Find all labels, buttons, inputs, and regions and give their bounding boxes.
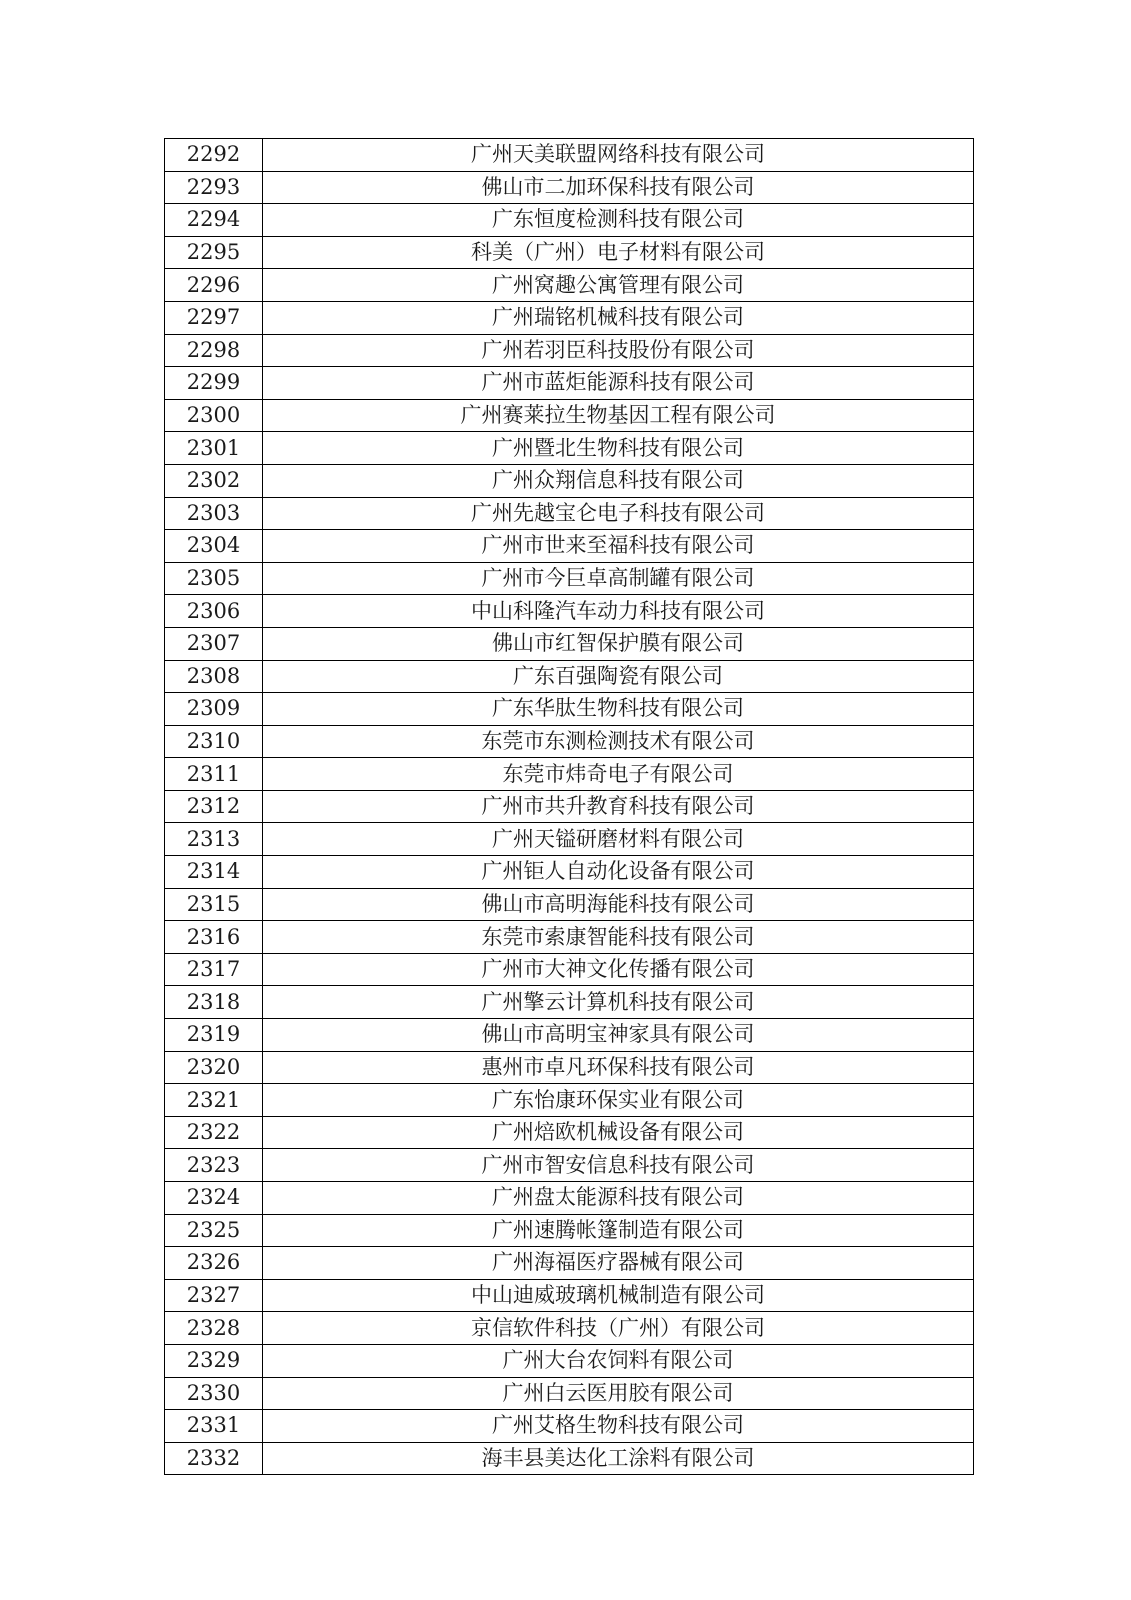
table-row	[165, 693, 974, 726]
company-name: 广州钜人自动化设备有限公司	[263, 856, 974, 889]
row-number: 2323	[165, 1149, 263, 1182]
company-name: 佛山市二加环保科技有限公司	[263, 171, 974, 204]
company-name: 京信软件科技（广州）有限公司	[263, 1312, 974, 1345]
row-number: 2325	[165, 1214, 263, 1247]
table-row	[165, 595, 974, 628]
row-number: 2326	[165, 1247, 263, 1280]
row-number: 2315	[165, 888, 263, 921]
row-number: 2307	[165, 627, 263, 660]
company-name: 佛山市高明宝神家具有限公司	[263, 1019, 974, 1052]
company-name: 广州市今巨卓高制罐有限公司	[263, 562, 974, 595]
row-number: 2301	[165, 432, 263, 465]
row-number: 2294	[165, 204, 263, 237]
table-row	[165, 856, 974, 889]
row-number: 2292	[165, 139, 263, 172]
table-row	[165, 1344, 974, 1377]
company-name: 广州市世来至福科技有限公司	[263, 530, 974, 563]
table-row	[165, 1149, 974, 1182]
company-name: 科美（广州）电子材料有限公司	[263, 236, 974, 269]
table-row	[165, 1019, 974, 1052]
company-name: 广州众翔信息科技有限公司	[263, 464, 974, 497]
company-name: 海丰县美达化工涂料有限公司	[263, 1442, 974, 1475]
table-row	[165, 497, 974, 530]
table-row	[165, 399, 974, 432]
company-name: 广州天美联盟网络科技有限公司	[263, 139, 974, 172]
table-row	[165, 269, 974, 302]
table-row	[165, 334, 974, 367]
table-row	[165, 301, 974, 334]
table-row	[165, 986, 974, 1019]
table-row	[165, 660, 974, 693]
table-row	[165, 627, 974, 660]
company-name: 广州瑞铭机械科技有限公司	[263, 301, 974, 334]
row-number: 2329	[165, 1344, 263, 1377]
row-number: 2308	[165, 660, 263, 693]
table-row	[165, 1312, 974, 1345]
row-number: 2299	[165, 367, 263, 400]
row-number: 2304	[165, 530, 263, 563]
table-row	[165, 204, 974, 237]
table-row	[165, 1116, 974, 1149]
company-name: 广州速腾帐篷制造有限公司	[263, 1214, 974, 1247]
table-row	[165, 1182, 974, 1215]
row-number: 2320	[165, 1051, 263, 1084]
row-number: 2317	[165, 953, 263, 986]
row-number: 2310	[165, 725, 263, 758]
company-name: 佛山市红智保护膜有限公司	[263, 627, 974, 660]
table-row	[165, 367, 974, 400]
row-number: 2309	[165, 693, 263, 726]
table-row	[165, 1247, 974, 1280]
table-row	[165, 139, 974, 172]
table-row	[165, 790, 974, 823]
company-name: 广州若羽臣科技股份有限公司	[263, 334, 974, 367]
row-number: 2316	[165, 921, 263, 954]
company-table	[164, 138, 974, 1475]
table-row	[165, 953, 974, 986]
company-name: 东莞市东测检测技术有限公司	[263, 725, 974, 758]
company-name: 广东恒度检测科技有限公司	[263, 204, 974, 237]
table-row	[165, 1084, 974, 1117]
row-number: 2298	[165, 334, 263, 367]
table-row	[165, 1377, 974, 1410]
company-name: 广州赛莱拉生物基因工程有限公司	[263, 399, 974, 432]
company-name: 广州擎云计算机科技有限公司	[263, 986, 974, 1019]
table-row	[165, 1279, 974, 1312]
table-row	[165, 823, 974, 856]
table-row	[165, 236, 974, 269]
company-name: 佛山市高明海能科技有限公司	[263, 888, 974, 921]
row-number: 2295	[165, 236, 263, 269]
row-number: 2311	[165, 758, 263, 791]
company-name: 广州盘太能源科技有限公司	[263, 1182, 974, 1215]
row-number: 2313	[165, 823, 263, 856]
row-number: 2332	[165, 1442, 263, 1475]
row-number: 2312	[165, 790, 263, 823]
company-name: 广州暨北生物科技有限公司	[263, 432, 974, 465]
row-number: 2330	[165, 1377, 263, 1410]
company-name: 广州天镒研磨材料有限公司	[263, 823, 974, 856]
table-row	[165, 1410, 974, 1443]
table-row	[165, 432, 974, 465]
company-name: 东莞市炜奇电子有限公司	[263, 758, 974, 791]
company-name: 中山科隆汽车动力科技有限公司	[263, 595, 974, 628]
row-number: 2318	[165, 986, 263, 1019]
table-row	[165, 1051, 974, 1084]
company-name: 广州市蓝炬能源科技有限公司	[263, 367, 974, 400]
table-row	[165, 562, 974, 595]
company-name: 广东怡康环保实业有限公司	[263, 1084, 974, 1117]
table-row	[165, 921, 974, 954]
table-row	[165, 464, 974, 497]
row-number: 2305	[165, 562, 263, 595]
table-row	[165, 1214, 974, 1247]
company-name: 广州海福医疗器械有限公司	[263, 1247, 974, 1280]
row-number: 2319	[165, 1019, 263, 1052]
row-number: 2331	[165, 1410, 263, 1443]
row-number: 2303	[165, 497, 263, 530]
company-name: 广州白云医用胶有限公司	[263, 1377, 974, 1410]
row-number: 2324	[165, 1182, 263, 1215]
company-name: 广州焙欧机械设备有限公司	[263, 1116, 974, 1149]
row-number: 2293	[165, 171, 263, 204]
table-row	[165, 758, 974, 791]
company-name: 广州市共升教育科技有限公司	[263, 790, 974, 823]
company-name: 广州艾格生物科技有限公司	[263, 1410, 974, 1443]
row-number: 2302	[165, 464, 263, 497]
company-name: 广东百强陶瓷有限公司	[263, 660, 974, 693]
company-name: 广州窝趣公寓管理有限公司	[263, 269, 974, 302]
row-number: 2314	[165, 856, 263, 889]
company-name: 广州先越宝仑电子科技有限公司	[263, 497, 974, 530]
company-name: 中山迪威玻璃机械制造有限公司	[263, 1279, 974, 1312]
row-number: 2296	[165, 269, 263, 302]
table-row	[165, 888, 974, 921]
row-number: 2321	[165, 1084, 263, 1117]
company-name: 广州市智安信息科技有限公司	[263, 1149, 974, 1182]
row-number: 2328	[165, 1312, 263, 1345]
row-number: 2322	[165, 1116, 263, 1149]
row-number: 2300	[165, 399, 263, 432]
table-row	[165, 725, 974, 758]
table-row	[165, 171, 974, 204]
company-name: 广州市大神文化传播有限公司	[263, 953, 974, 986]
company-name: 广东华肽生物科技有限公司	[263, 693, 974, 726]
row-number: 2297	[165, 301, 263, 334]
company-name: 东莞市索康智能科技有限公司	[263, 921, 974, 954]
company-name: 惠州市卓凡环保科技有限公司	[263, 1051, 974, 1084]
table-row	[165, 530, 974, 563]
table-row	[165, 1442, 974, 1475]
row-number: 2306	[165, 595, 263, 628]
company-name: 广州大台农饲料有限公司	[263, 1344, 974, 1377]
row-number: 2327	[165, 1279, 263, 1312]
